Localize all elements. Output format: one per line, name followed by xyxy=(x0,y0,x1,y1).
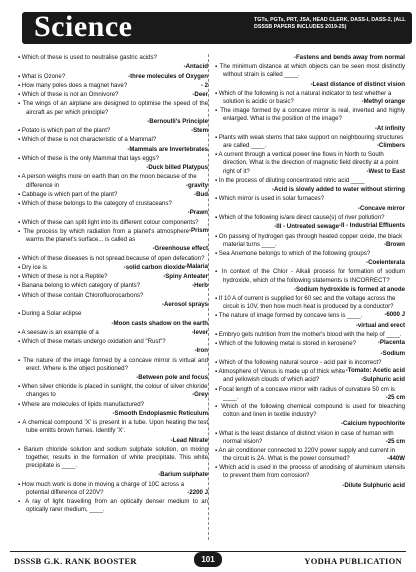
bullet-icon: ▪ xyxy=(18,228,24,235)
question-label: Which of these metals undergo oxidation and "Rust"? xyxy=(21,338,166,346)
question-label: Focal length of a concave mirror with radius of curvature 50 cm is ____. xyxy=(218,385,395,401)
answer-text: -Deer xyxy=(192,91,208,99)
answer-text: -Mammals are Invertebrates xyxy=(127,145,208,153)
left-column xyxy=(18,54,208,515)
bullet-icon: ▪ xyxy=(18,401,22,408)
question-text xyxy=(215,134,405,150)
answer-text: -Barium sulphate xyxy=(158,471,208,479)
answer-text: -Sodium hydroxide is formed at anode xyxy=(293,285,405,293)
question-text xyxy=(18,73,208,81)
answer-text: -Smooth Endoplasmic Reticulum xyxy=(112,410,208,418)
question-label: Which of these diseases is not spread because of open defecation? xyxy=(21,254,205,262)
answer-text: -II - Industrial Effluents xyxy=(338,222,405,230)
question-text xyxy=(215,447,405,463)
question-label: The image formed by a concave mirror is real, inverted and highly enlarged. What is the position of the image? xyxy=(220,107,406,123)
bullet-icon: ▪ xyxy=(215,177,219,184)
question-label: Which of these is not an Omnivore? xyxy=(21,91,119,99)
question-label: Which of the following metal is stored in kerosene? xyxy=(218,340,356,348)
question-label: During a Solar eclipse xyxy=(21,310,82,318)
question-text xyxy=(18,191,208,199)
question-text xyxy=(18,200,208,208)
question-label: Where are molecules of lipids manufactured? xyxy=(21,400,145,408)
bullet-icon: ▪ xyxy=(18,72,22,80)
bullet-icon: ▪ xyxy=(18,218,22,226)
question-label: Which mirror is used in solar furnaces? xyxy=(218,195,325,203)
question-label: If 10 A of current is supplied for 60 sec and the voltage across the circuit is 10V, then how much heat is produced by a conductor? xyxy=(218,295,396,311)
bullet-icon: ▪ xyxy=(18,81,22,89)
answer-text: -Bud xyxy=(194,190,208,198)
question-text xyxy=(18,218,208,234)
answer-text: -Placenta xyxy=(377,339,405,347)
question-label: A person weighs more on earth than on the moon because of the difference in xyxy=(21,173,197,189)
question-text xyxy=(215,268,405,284)
question-label: An air conditioner connected to 220V power supply and current in the circuit is 2A. What is the power consumed? xyxy=(218,446,396,463)
answer-text: -25 cm xyxy=(385,437,405,445)
question-text xyxy=(215,233,405,249)
question-text xyxy=(18,273,208,281)
answer-text: -solid carbon dioxide xyxy=(123,263,185,271)
bullet-icon: ▪ xyxy=(215,213,219,221)
bullet-icon: ▪ xyxy=(18,190,22,198)
question-label: The process by which radiation from a planet's atmosphere warms the planet's surface... is called as xyxy=(23,227,190,244)
bullet-icon: ▪ xyxy=(18,137,22,144)
question-label: What is Ozone? xyxy=(21,72,66,80)
question-label: Which of these contain Chlorofluorocarbons? xyxy=(21,291,144,299)
answer-text: -Grey xyxy=(192,391,208,399)
question-label: Which of the following is not a natural indicator to test whether a solution is acidic or basic? xyxy=(218,89,392,106)
question-text xyxy=(18,228,208,244)
question-text xyxy=(215,107,405,123)
question-label: Which of these is the only Mammal that lays eggs? xyxy=(21,154,159,162)
question-text xyxy=(215,195,405,203)
bullet-icon: ▪ xyxy=(18,254,22,262)
answer-text: -Greenhouse effect xyxy=(152,245,208,253)
answer-text: -Iron xyxy=(194,347,208,355)
bullet-icon: ▪ xyxy=(215,429,219,437)
bullet-icon: ▪ xyxy=(215,269,222,276)
question-text xyxy=(18,383,208,399)
bullet-icon: ▪ xyxy=(18,273,22,281)
question-text xyxy=(215,151,405,175)
bullet-icon: ▪ xyxy=(215,385,219,393)
question-label: Which of these is not a Reptile? xyxy=(21,273,108,281)
bullet-icon: ▪ xyxy=(18,328,22,336)
question-text xyxy=(18,329,208,337)
question-label: On passing of hydrogen gas through heated copper oxide, the black material turns ____. xyxy=(218,232,403,248)
question-text xyxy=(215,250,405,258)
question-text xyxy=(18,338,208,346)
answer-text: -Bernoulli's Principle xyxy=(147,117,208,125)
question-text xyxy=(18,91,208,99)
bullet-icon: ▪ xyxy=(18,446,25,453)
bullet-icon: ▪ xyxy=(18,91,22,99)
question-text xyxy=(215,358,405,374)
page-header xyxy=(0,0,416,52)
question-text xyxy=(18,481,208,497)
right-column xyxy=(215,54,405,491)
answer-text: -Sulphuric acid xyxy=(360,376,405,384)
question-label: Which of the following natural source - acid pair is incorrect? xyxy=(218,358,382,366)
question-text xyxy=(215,403,405,419)
question-text xyxy=(18,173,208,189)
answer-text: -440W xyxy=(387,455,405,463)
question-label: Sea Anemone belongs to which of the following groups? xyxy=(218,249,371,257)
bullet-icon: ▪ xyxy=(18,420,23,427)
answer-text: -Stem xyxy=(191,127,208,135)
question-text xyxy=(18,310,208,318)
question-text xyxy=(215,340,405,348)
answer-text: -25 cm xyxy=(385,393,405,401)
question-label: Which of these is used to neutralise gastric acids? xyxy=(21,54,157,61)
answer-text: -lever xyxy=(191,328,208,336)
question-label: A current through a vertical power line flows in North to South direction. What is the direction of magnetic field directly at a point right of it? xyxy=(218,151,399,175)
question-text xyxy=(215,386,405,402)
question-label: Which of the following chemical compound is used for bleaching cotton and linen in textile industry? xyxy=(221,402,406,418)
bullet-icon: ▪ xyxy=(215,250,219,257)
question-text xyxy=(18,100,208,116)
answer-text: -three molecules of Oxygen xyxy=(128,72,208,80)
bullet-icon: ▪ xyxy=(18,101,23,108)
answer-text: -Prism xyxy=(189,226,208,234)
answer-text: -Malaria xyxy=(184,262,208,270)
bullet-icon: ▪ xyxy=(18,127,22,135)
question-text xyxy=(215,464,405,480)
bullet-icon: ▪ xyxy=(18,55,22,61)
answer-text: - 2 xyxy=(200,81,208,89)
bullet-icon: ▪ xyxy=(215,446,219,454)
bullet-icon: ▪ xyxy=(18,499,26,506)
bullet-icon: ▪ xyxy=(215,331,219,339)
question-label: In the process of diluting concentrated nitric acid ____ xyxy=(218,176,365,184)
bullet-icon: ▪ xyxy=(215,403,222,410)
question-label: Dry ice is xyxy=(21,263,47,271)
question-label: A seesaw is an example of a xyxy=(21,328,99,336)
question-label: When silver chloride is placed in sunlight, the colour of silver chloride changes to xyxy=(21,383,208,399)
answer-text: -gravity xyxy=(185,181,208,189)
question-label: How much work is done in moving a charge of 10C across a potential difference of 220V? xyxy=(21,480,185,496)
question-text xyxy=(18,292,208,300)
question-text xyxy=(18,127,208,135)
answer-text: -Prawn xyxy=(187,209,208,217)
answer-text: -Lead Nitrate xyxy=(170,436,208,444)
bullet-icon: ▪ xyxy=(215,358,219,366)
answer-text: -Brown xyxy=(384,240,405,248)
bullet-icon: ▪ xyxy=(215,108,221,115)
question-text xyxy=(215,90,405,106)
bullet-icon: ▪ xyxy=(18,339,22,346)
question-label: The wings of an airplane are designed to optimise the speed of the aircraft as per which principle? xyxy=(22,100,208,116)
publisher-name: YODHA PUBLICATION xyxy=(304,556,402,566)
answer-text: -Between pole and focus xyxy=(136,374,208,382)
answer-text: -Duck billed Platypus xyxy=(146,164,208,172)
answer-text: -Antacid xyxy=(183,63,208,71)
page-footer xyxy=(0,544,416,572)
bullet-icon: ▪ xyxy=(18,311,22,318)
answer-text: -Least distance of distinct vision xyxy=(310,80,405,88)
answer-text: -Dilute Sulphuric acid xyxy=(342,481,405,489)
question-text xyxy=(215,177,405,185)
question-text xyxy=(215,312,405,320)
bullet-icon: ▪ xyxy=(18,480,22,488)
question-text xyxy=(215,63,405,79)
question-label: What is the least distance of distinct vision in case of human with normal vision? xyxy=(218,429,394,445)
bullet-icon: ▪ xyxy=(215,313,219,320)
answer-text: -Moon casts shadow on the earth xyxy=(111,319,208,327)
question-text xyxy=(18,264,208,272)
question-label: The nature of image formed by concave lens is ____. xyxy=(218,312,363,320)
bullet-icon: ▪ xyxy=(215,196,219,203)
answer-text: -Calcium hypochlorite xyxy=(341,420,405,428)
answer-text: -III - Untreated sewage xyxy=(274,223,339,231)
question-text xyxy=(18,54,208,62)
question-label: In context of the Chlor - Alkali process for formation of sodium hydroxide, which of the following statements is INCORRECT? xyxy=(221,268,405,284)
bullet-icon: ▪ xyxy=(18,357,24,364)
bullet-icon: ▪ xyxy=(215,368,219,376)
answer-text: -West to East xyxy=(366,167,405,175)
question-text xyxy=(18,498,208,514)
bullet-icon: ▪ xyxy=(18,201,22,208)
bullet-icon: ▪ xyxy=(215,341,219,348)
question-label: Potato is which part of the plant? xyxy=(21,127,111,135)
page-number: 101 xyxy=(194,552,222,567)
bullet-icon: ▪ xyxy=(18,263,22,271)
question-label: Atmosphere of Venus is made up of thick white and yellowish clouds of which acid? xyxy=(218,368,346,384)
bullet-icon: ▪ xyxy=(215,64,220,71)
question-label: Cabbage is which part of the plant? xyxy=(21,190,118,198)
question-label: Which of these is not characteristic of a Mammal? xyxy=(21,136,157,144)
answer-text: -virtual and erect xyxy=(355,321,405,329)
column-divider xyxy=(208,54,210,540)
question-text xyxy=(18,155,208,163)
answer-text: -Aerosol sprays xyxy=(161,301,208,309)
question-label: Which of these belongs to the category of crustaceans? xyxy=(21,200,172,208)
question-label: Which of these can split light into its different colour components? xyxy=(21,218,199,226)
question-text xyxy=(18,401,208,409)
answer-text: -Spiny Anteater xyxy=(163,273,208,281)
question-text xyxy=(18,82,208,90)
bullet-icon: ▪ xyxy=(18,282,22,290)
answer-text: -Methyl orange xyxy=(361,98,405,106)
question-label: Plants with weak stems that take support on neighbouring structures are called ____. xyxy=(218,133,404,150)
question-text xyxy=(18,282,208,290)
bullet-icon: ▪ xyxy=(18,155,22,162)
section-title: Science xyxy=(34,10,133,43)
answer-text: -6000 J xyxy=(384,311,405,319)
answer-text: -Coelenterata xyxy=(366,259,405,267)
question-text xyxy=(18,136,208,144)
question-label: A chemical compound 'X' is present in a tube. Upon heating the test tube emitts brown fumes. Identify 'X'. xyxy=(22,419,209,435)
question-label: Which acid is used in the process of anodising of aluminium utensils to prevent them from corrosion? xyxy=(219,464,405,480)
answer-text: -At infinity xyxy=(374,124,405,132)
answer-text: -Concave mirror xyxy=(357,204,405,212)
question-label: A ray of light travelling from an optically denser medium to an optically rarer medium, ____. xyxy=(25,498,208,514)
answer-text: -Climbers xyxy=(376,142,405,150)
bullet-icon: ▪ xyxy=(18,173,22,181)
question-label: Embryo gets nutrition from the mother's blood with the help of ____. xyxy=(218,331,402,339)
bullet-icon: ▪ xyxy=(18,383,22,391)
question-label: The minimum distance at which objects can be seen most distinctly without strain is called ____. xyxy=(219,63,406,79)
answer-text: -Sodium xyxy=(380,349,405,357)
answer-text: -Fastens and bends away from normal xyxy=(293,54,405,61)
bullet-icon: ▪ xyxy=(215,151,219,159)
bullet-icon: ▪ xyxy=(215,232,219,240)
question-text xyxy=(18,446,208,470)
bullet-icon: ▪ xyxy=(215,89,219,97)
book-title: DSSSB G.K. RANK BOOSTER xyxy=(14,556,137,566)
exam-subtitle: TGTs, PGTs, PRT, JSA, HEAD CLERK, DASS-I, DASS-2, (ALL DSSSB PAPERS INCLUDES 2019-25) xyxy=(254,17,406,30)
question-label: The nature of the image formed by a concave mirror is virtual and erect. Where is the object positioned? xyxy=(23,356,208,372)
bullet-icon: ▪ xyxy=(215,465,220,472)
question-label: Which of the following is/are direct cause(s) of river pollution? xyxy=(218,213,385,221)
question-label: Barium chloride solution and sodium sulphate solution, on mixing together, results in the formation of white precipitate. This white precipitate is ____. xyxy=(24,445,209,470)
answer-text: -Herb xyxy=(192,282,208,290)
question-label: Banana belong to which category of plants? xyxy=(21,282,141,290)
question-text xyxy=(18,419,208,435)
bullet-icon: ▪ xyxy=(215,295,219,303)
bullet-icon: ▪ xyxy=(215,133,219,141)
question-text xyxy=(215,430,405,446)
answer-text: -2200 J xyxy=(187,488,208,496)
answer-text: -Acid is slowly added to water without stirring xyxy=(271,186,405,194)
question-text xyxy=(18,357,208,373)
question-label: How many poles does a magnet have? xyxy=(21,81,128,89)
answer-text: -Tomato: Acetic acid xyxy=(345,366,405,374)
bullet-icon: ▪ xyxy=(18,292,22,299)
